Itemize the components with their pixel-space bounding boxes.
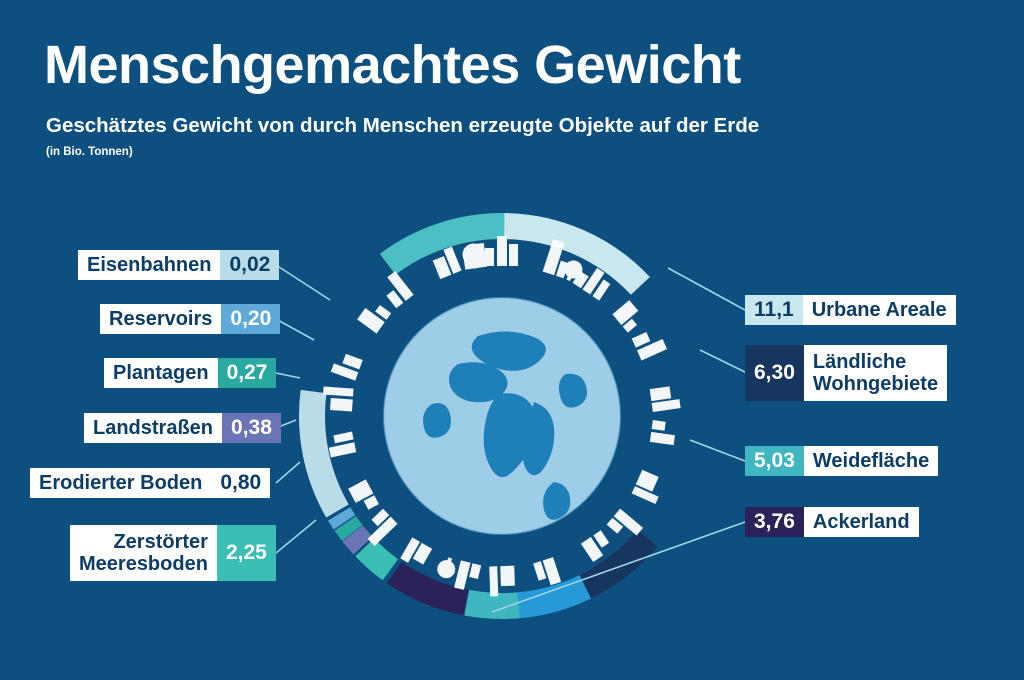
label-eisenbahnen-value: 0,02 (220, 250, 279, 280)
label-zerstoerter-meeresboden-line2: Meeresboden (79, 553, 208, 575)
label-landstrassen[interactable] (84, 413, 281, 443)
page-subtitle: Geschätztes Gewicht von durch Menschen erzeugte Objekte auf der Erde (46, 114, 760, 137)
label-laendliche-wohngebiete-line2: Wohngebiete (812, 373, 939, 395)
label-eisenbahnen[interactable] (78, 250, 279, 280)
label-reservoirs-value: 0,20 (221, 304, 280, 334)
label-reservoirs[interactable] (100, 304, 280, 334)
label-plantagen[interactable] (104, 358, 276, 388)
label-landstrassen-name: Landstraßen (84, 413, 222, 443)
label-zerstoerter-meeresboden-value: 2,25 (217, 525, 276, 581)
label-eisenbahnen-name: Eisenbahnen (78, 250, 220, 280)
label-plantagen-name: Plantagen (104, 358, 218, 388)
label-laendliche-wohngebiete-name (804, 345, 947, 401)
label-laendliche-wohngebiete-line1: Ländliche (812, 350, 907, 373)
label-weideflaeche-value: 5,03 (745, 446, 804, 476)
label-ackerland-value: 3,76 (745, 507, 804, 537)
label-reservoirs-name: Reservoirs (100, 304, 221, 334)
label-ackerland-name: Ackerland (804, 507, 919, 537)
label-erodierter-boden-name: Erodierter Boden (30, 468, 211, 498)
label-erodierter-boden[interactable] (30, 468, 270, 498)
unit-note: (in Bio. Tonnen) (46, 146, 133, 158)
label-weideflaeche-name: Weidefläche (804, 446, 938, 476)
label-urbane-areale[interactable] (745, 295, 956, 325)
donut-chart (282, 196, 722, 636)
label-urbane-areale-name: Urbane Areale (803, 295, 956, 325)
label-plantagen-value: 0,27 (218, 358, 277, 388)
label-laendliche-wohngebiete[interactable] (745, 345, 947, 401)
label-laendliche-wohngebiete-value: 6,30 (745, 345, 804, 401)
label-weideflaeche[interactable] (745, 446, 938, 476)
donut-svg (282, 196, 722, 636)
label-erodierter-boden-value: 0,80 (211, 468, 270, 498)
label-urbane-areale-value: 11,1 (745, 295, 803, 325)
label-zerstoerter-meeresboden[interactable] (70, 525, 276, 581)
label-ackerland[interactable] (745, 507, 919, 537)
label-zerstoerter-meeresboden-name (70, 525, 217, 581)
label-landstrassen-value: 0,38 (222, 413, 281, 443)
label-zerstoerter-meeresboden-line1: Zerstörter (113, 530, 208, 553)
page-title: Menschgemachtes Gewicht (44, 35, 741, 95)
